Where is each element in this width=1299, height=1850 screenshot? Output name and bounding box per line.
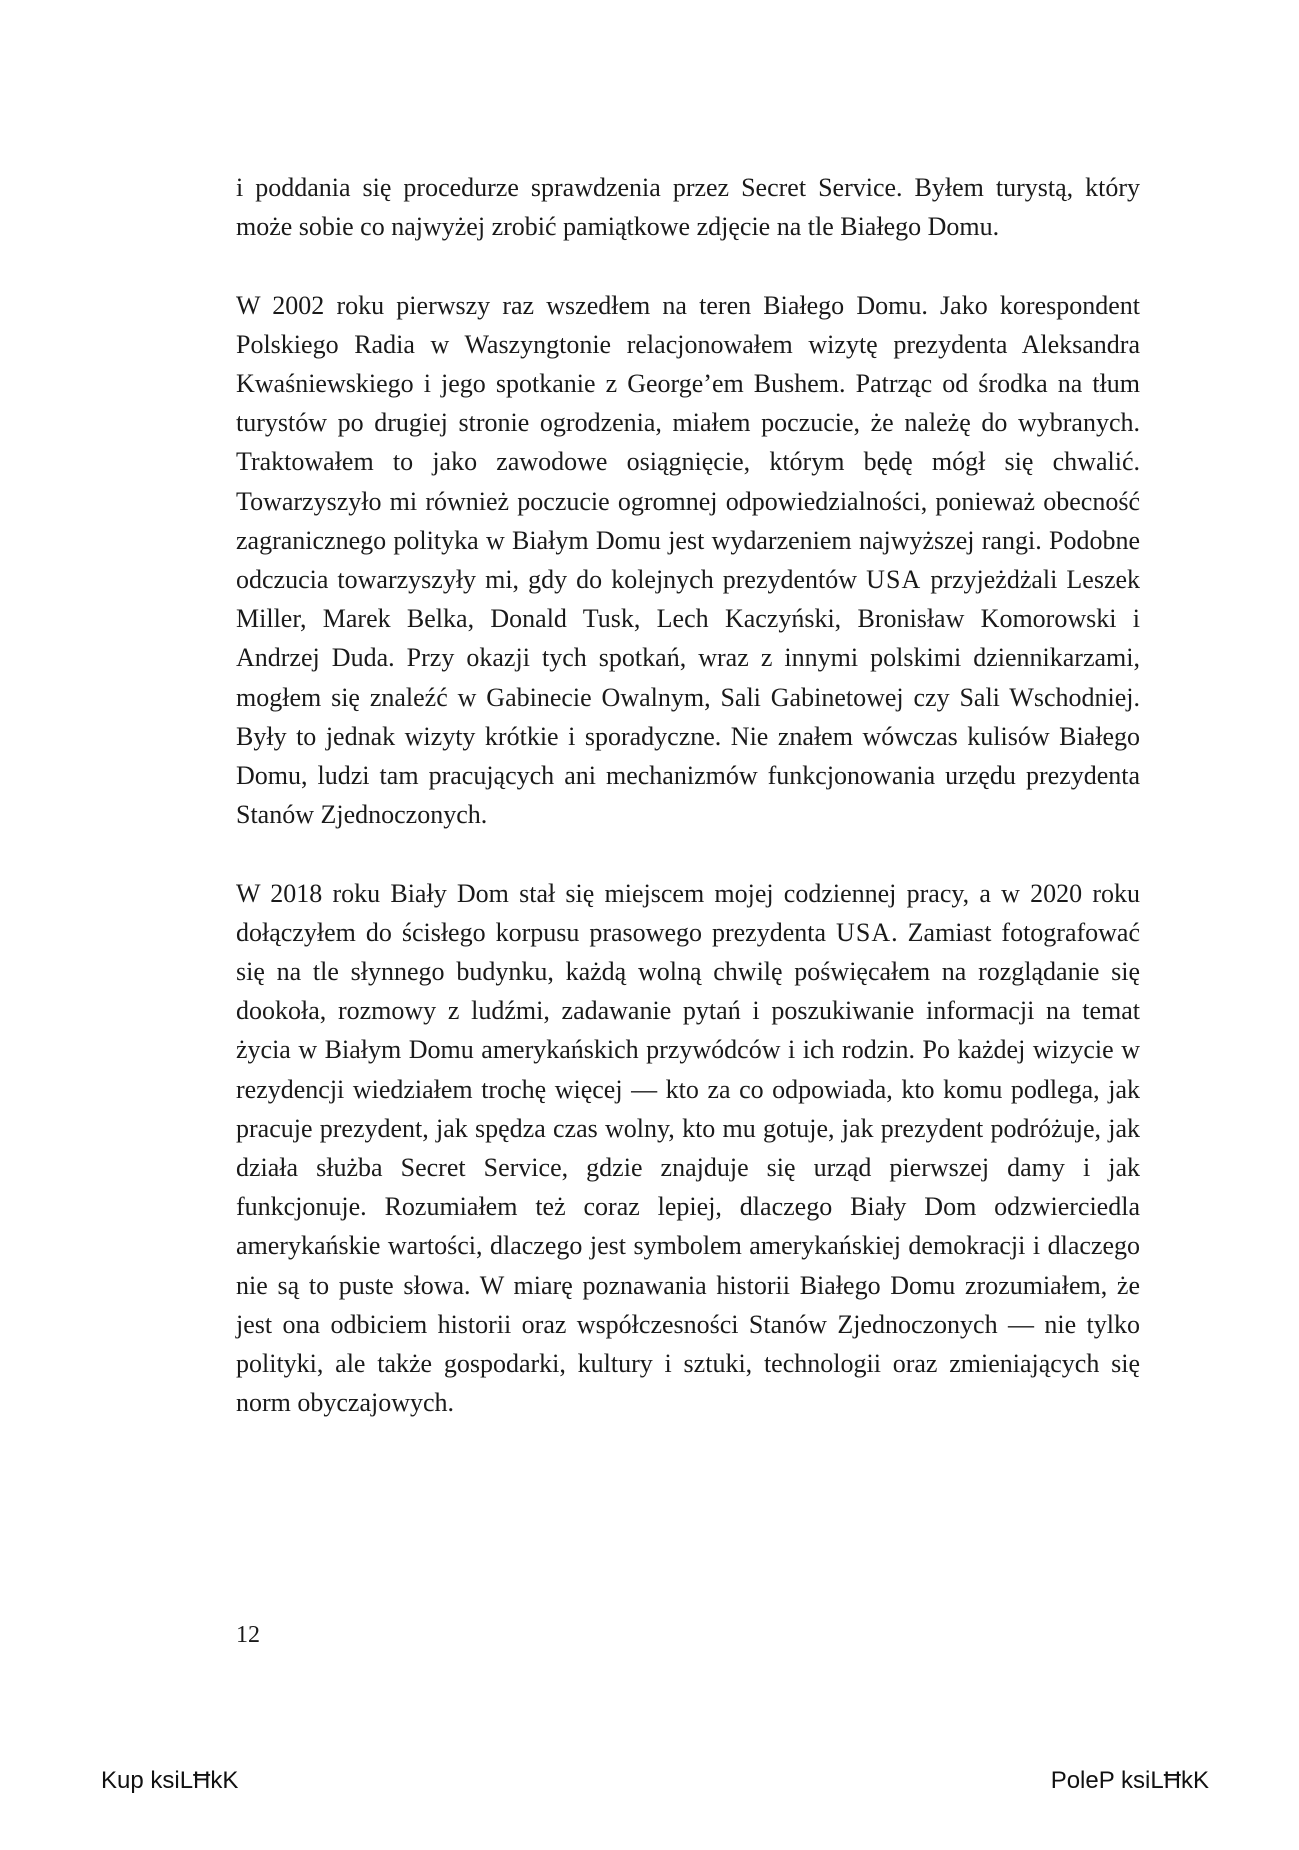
paragraph-1: i poddania się procedurze sprawdzenia przez Secret Service. Byłem turystą, który może sobie co najwyżej zrobić pamiątkowe zdjęcie na tle Białego Domu.	[236, 173, 1140, 242]
buy-book-link[interactable]: Kup ksiLĦkK	[101, 1767, 239, 1794]
paragraph-2-text-a: W 2002 roku pierwszy raz wszedłem na teren Białego Domu. Jako korespondent Polskiego Radia w Waszyngtonie relacjonowałem wizytę prezydenta Aleksandra Kwaśniewskiego i jego spotkanie z George’em Bushem. Patrząc od środka na tłum turystów po drugiej stronie ogrodzenia, miałem poczucie, że należę do wybranych. Traktowałem to jako zawodowe osiągnięcie, którym będę mógł się chwalić. Towarzyszyło mi również poczucie ogromnej odpowiedzialności, ponieważ obecność zagranicznego polityka w Białym Domu jest wydarzeniem najwyższej rangi. Podobne odczucia towarzyszyły mi, gdy do kolejnych prezydentów	[236, 290, 1140, 595]
paragraph-3-text-b: . Zamiast fotografować się na tle słynnego budynku, każdą wolną chwilę poświęcałem na rozglądanie się dookoła, rozmowy z ludźmi, zadawanie pytań i poszukiwanie informacji na temat życia w Białym Domu amerykańskich przywódców i ich rodzin. Po każdej wizycie w rezydencji wiedziałem trochę więcej — kto za co odpowiada, kto komu podlega, jak pracuje prezydent, jak spędza czas wolny, kto mu gotuje, jak prezydent podróżuje, jak działa służba Secret Service, gdzie znajduje się urząd pierwszej damy i jak funkcjonuje. Rozumiałem też coraz lepiej, dlaczego Biały Dom odzwierciedla amerykańskie wartości, dlaczego jest symbolem amerykańskiej demokracji i dlaczego nie są to puste słowa. W miarę poznawania historii Białego Domu zrozumiałem, że jest ona odbiciem historii oraz współczesności Stanów Zjednoczonych — nie tylko polityki, ale także gospodarki, kultury i sztuki, technologii oraz zmieniających się norm obyczajowych.	[236, 917, 1141, 1418]
page-body-text	[236, 168, 1140, 1422]
paragraph-3-text-a: W 2018 roku Biały Dom stał się miejscem mojej codziennej pracy, a w 2020 roku dołączyłem do ścisłego korpusu prasowego prezydenta	[236, 878, 1140, 947]
paragraph-2-text-b: przyjeżdżali Leszek Miller, Marek Belka, Donald Tusk, Lech Kaczyński, Bronisław Komorowski i Andrzej Duda. Przy okazji tych spotkań, wraz z innymi polskimi dziennikarzami, mogłem się znaleźć w Gabinecie Owalnym, Sali Gabinetowej czy Sali Wschodniej. Były to jednak wizyty krótkie i sporadyczne. Nie znałem wówczas kulisów Białego Domu, ludzi tam pracujących ani mechanizmów funkcjonowania urzędu prezydenta Stanów Zjednoczonych.	[236, 565, 1141, 830]
recommend-book-link[interactable]: PoleP ksiLĦkK	[1050, 1767, 1209, 1794]
usa-abbreviation: USA	[866, 565, 922, 595]
page-number: 12	[236, 1622, 260, 1648]
paragraph-3	[236, 874, 1140, 1423]
paragraph-2	[236, 286, 1140, 835]
usa-abbreviation: USA	[836, 917, 892, 947]
